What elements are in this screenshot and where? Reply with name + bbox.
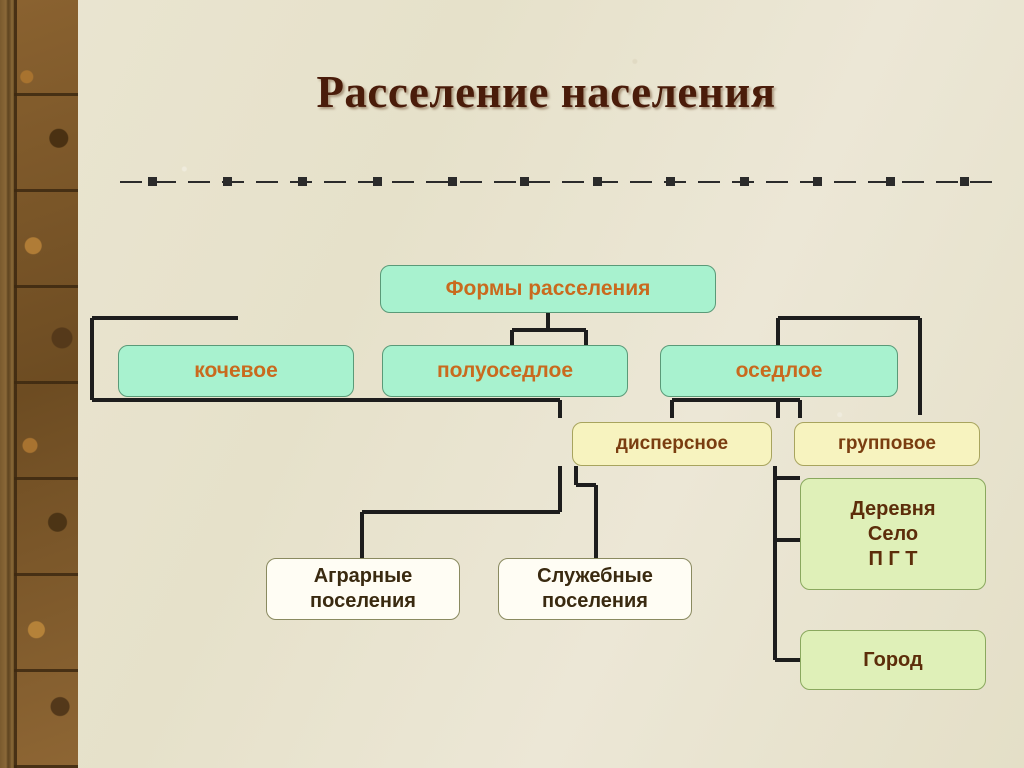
node-service-label: Служебные — [537, 565, 653, 587]
node-city[interactable] — [800, 630, 986, 690]
node-group-label: групповое — [838, 433, 936, 455]
node-group[interactable] — [794, 422, 980, 466]
node-city-label: Город — [863, 648, 923, 671]
node-sedentary[interactable] — [660, 345, 898, 397]
node-root-label: Формы расселения — [445, 276, 651, 300]
node-nomadic-label: кочевое — [194, 358, 278, 382]
node-service-label-2: поселения — [542, 590, 648, 612]
node-village-types[interactable] — [800, 478, 986, 590]
node-sedentary-label: оседлое — [735, 358, 823, 382]
node-nomadic[interactable] — [118, 345, 354, 397]
node-village-label-3: П Г Т — [868, 547, 918, 570]
node-village-label: Деревня — [850, 497, 936, 520]
node-agrarian-label: Аграрные — [313, 565, 413, 587]
node-agrarian-label-2: поселения — [310, 590, 416, 612]
node-village-label-2: Село — [867, 522, 919, 545]
node-root[interactable] — [380, 265, 716, 313]
page-title: Расселение населения — [316, 67, 776, 117]
node-service-settlements[interactable] — [498, 558, 692, 620]
node-semi-sedentary-label: полуоседлое — [436, 358, 574, 382]
node-dispersed-label: дисперсное — [615, 433, 729, 455]
node-dispersed[interactable] — [572, 422, 772, 466]
node-semi-sedentary[interactable] — [382, 345, 628, 397]
node-agrarian-settlements[interactable] — [266, 558, 460, 620]
